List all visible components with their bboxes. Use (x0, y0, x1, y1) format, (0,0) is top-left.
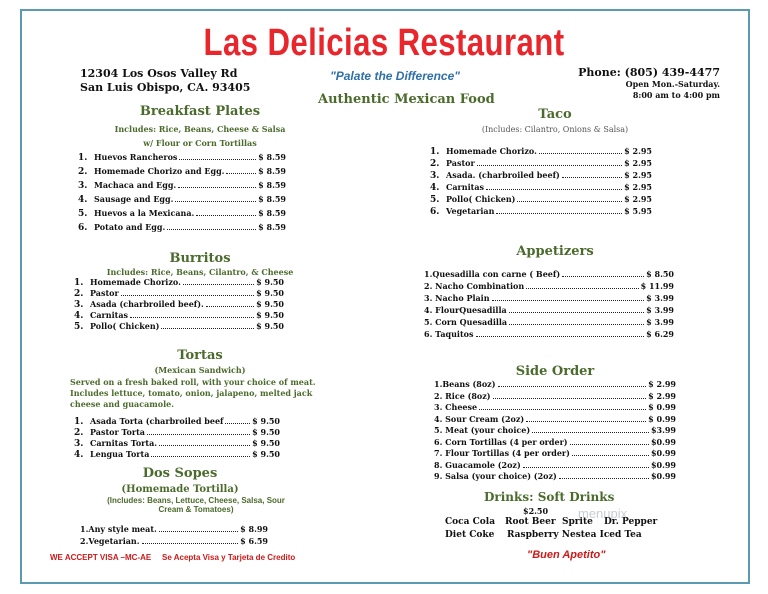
item-price: $ 2.95 (624, 146, 652, 156)
sopes-subtitle: (Homemade Tortilla) (121, 484, 239, 495)
item-name: Vegetarian (446, 206, 495, 216)
item-number: 4. (74, 450, 84, 460)
item-name: 7. Flour Tortillas (4 per order) (434, 448, 570, 458)
list-item (430, 146, 652, 158)
item-price: $ 9.50 (256, 310, 284, 320)
item-price: $ 0.99 (648, 402, 676, 412)
burritos-includes: Includes: Rice, Beans, Cilantro, & Cheese (106, 267, 294, 277)
item-name: Pastor (90, 288, 119, 298)
list-item (80, 524, 268, 536)
item-price: $ 2.99 (648, 379, 676, 389)
item-number: 5. (74, 322, 84, 332)
item-price: $0.99 (650, 471, 676, 481)
item-name: Asada. (charbroiled beef) (446, 170, 560, 180)
item-number: 6. (78, 223, 88, 233)
contact-info (570, 66, 720, 101)
list-item (74, 416, 280, 427)
buen-apetito: "Buen Apetito" (527, 549, 606, 561)
item-number: 4. (74, 311, 84, 321)
item-price: $ 2.95 (624, 182, 652, 192)
item-price: $0.99 (650, 436, 676, 447)
drink-coca-cola: Coca Cola (445, 517, 496, 527)
list-item (74, 427, 280, 438)
list-item (424, 281, 674, 293)
side-order-list (434, 379, 676, 483)
tortas-desc-3: cheese and guacamole. (70, 399, 174, 409)
item-number: 4. (78, 195, 88, 205)
tortas-title: Tortas (177, 348, 223, 363)
burritos-title: Burritos (169, 251, 231, 266)
item-number: 3. (74, 439, 84, 449)
list-item (78, 222, 286, 236)
drink-dr-pepper: Dr. Pepper (604, 517, 658, 527)
watermark: menupix (578, 506, 628, 521)
item-number: 2. (430, 159, 440, 169)
tortas-subtitle: (Mexican Sandwich) (154, 365, 246, 375)
item-price: $ 11.99 (640, 281, 674, 291)
tortas-list (74, 416, 280, 460)
breakfast-title: Breakfast Plates (139, 104, 261, 119)
item-name: Homemade Chorizo. (90, 277, 181, 287)
item-number: 3. (74, 300, 84, 310)
taco-includes: (Includes: Cilantro, Onions & Salsa) (481, 125, 629, 134)
list-item (78, 208, 286, 222)
address-line-2: San Luis Obispo, CA. 93405 (80, 81, 251, 94)
breakfast-includes: Includes: Rice, Beans, Cheese & Salsa (114, 124, 286, 134)
taco-title: Taco (538, 107, 572, 122)
item-price: $ 2.95 (624, 194, 652, 204)
drinks-price: $2.50 (523, 506, 549, 516)
item-price: $ 5.95 (624, 206, 652, 216)
item-price: $ 9.50 (256, 288, 284, 298)
sopes-desc-2: Cream & Tomatoes) (158, 505, 234, 514)
item-price: $ 8.50 (646, 269, 674, 279)
item-number: 1. (78, 153, 88, 163)
item-number: 1. (430, 147, 440, 157)
subtitle: Authentic Mexican Food (318, 92, 495, 107)
list-item (424, 305, 674, 317)
item-name: 3. Nacho Plain (424, 293, 490, 303)
list-item (434, 402, 676, 414)
list-item (430, 158, 652, 170)
item-price: $ 9.50 (256, 321, 284, 331)
tagline: "Palate the Difference" (330, 69, 460, 83)
item-price: $ 8.99 (240, 524, 268, 534)
item-name: 3. Cheese (434, 402, 478, 412)
item-name: Carnitas (446, 182, 485, 192)
burritos-list (74, 277, 284, 332)
item-name: 8. Guacamole (2oz) (434, 459, 521, 470)
appetizers-list (424, 269, 674, 341)
list-item (74, 310, 284, 321)
phone: Phone: (805) 439-4477 (578, 66, 720, 79)
item-name: Carnitas Torta. (90, 438, 158, 448)
item-name: 4. FlourQuesadilla (424, 305, 507, 315)
list-item (434, 379, 676, 391)
item-number: 4. (430, 183, 440, 193)
item-name: 9. Salsa (your choice) (2oz) (434, 471, 557, 481)
list-item (74, 277, 284, 288)
item-price: $ 0.99 (648, 413, 676, 424)
list-item (78, 152, 286, 166)
item-number: 1. (74, 417, 84, 427)
list-item (74, 438, 280, 449)
item-name: Lengua Torta (90, 449, 150, 459)
drink-raspberry-iced-tea: Raspberry Nestea Iced Tea (507, 530, 642, 540)
list-item (78, 180, 286, 194)
item-name: Asada Torta (charbroiled beef (90, 416, 224, 426)
item-number: 3. (78, 181, 88, 191)
cards-accepted-es: Se Acepta Visa y Tarjeta de Credito (162, 553, 296, 562)
list-item (74, 321, 284, 332)
list-item (430, 182, 652, 194)
list-item (430, 194, 652, 206)
list-item (434, 460, 676, 472)
restaurant-title: Las Delicias Restaurant (203, 22, 565, 64)
item-number: 3. (430, 171, 440, 181)
drinks-title: Drinks: Soft Drinks (484, 490, 615, 504)
item-number: 5. (78, 209, 88, 219)
drink-root-beer: Root Beer (505, 517, 556, 527)
hours-days: Open Mon.-Saturday. (625, 79, 720, 89)
item-price: $ 2.95 (624, 170, 652, 180)
list-item (74, 288, 284, 299)
appetizers-title: Appetizers (516, 244, 594, 259)
hours-time: 8:00 am to 4:00 pm (632, 90, 720, 100)
item-name: Vegetarian. (88, 536, 140, 546)
item-price: $ 8.59 (258, 180, 286, 190)
tortas-desc-2: Includes lettuce, tomato, onion, jalapeno, melted jack (70, 388, 313, 398)
item-price: $ 3.99 (646, 317, 674, 327)
list-item (424, 329, 674, 341)
item-price: $ 8.59 (258, 166, 286, 176)
cards-accepted: WE ACCEPT VISA –MC-AE (50, 553, 152, 562)
item-name: 1.Quesadilla con carne ( Beef) (424, 269, 561, 279)
list-item (78, 194, 286, 208)
item-price: $3.99 (650, 425, 676, 435)
list-item (80, 536, 268, 548)
item-name: 6. Corn Tortillas (4 per order) (434, 436, 568, 447)
list-item (430, 206, 652, 218)
item-price: $ 3.99 (646, 293, 674, 303)
list-item (424, 269, 674, 281)
item-name: Homemade Chorizo and Egg. (94, 166, 225, 176)
list-item (434, 448, 676, 460)
item-name: Machaca and Egg. (94, 180, 177, 190)
item-price: $0.99 (650, 459, 676, 470)
item-price: $ 8.59 (258, 152, 286, 162)
item-name: Sausage and Egg. (94, 194, 174, 204)
tortas-desc-1: Served on a fresh baked roll, with your choice of meat. (70, 377, 316, 387)
item-number: 1. (74, 278, 84, 288)
list-item (434, 471, 676, 483)
list-item (424, 317, 674, 329)
item-price: $ 9.50 (252, 427, 280, 437)
item-price: $ 9.50 (256, 277, 284, 287)
item-name: 1.Beans (8oz) (434, 379, 496, 389)
item-number: 5. (430, 195, 440, 205)
item-price: $ 8.59 (258, 208, 286, 218)
item-name: Potato and Egg. (94, 222, 166, 232)
sopes-list (80, 524, 268, 548)
item-price: $ 6.29 (646, 329, 674, 339)
item-number: 2. (78, 167, 88, 177)
item-number: 2. (74, 428, 84, 438)
item-name: 2. Nacho Combination (424, 281, 525, 291)
item-name: Pollo( Chicken) (90, 321, 160, 331)
item-name: 6. Taquitos (424, 329, 474, 339)
item-price: $0.99 (650, 448, 676, 458)
list-item (434, 437, 676, 449)
item-number: 2. (80, 536, 89, 546)
item-name: 2. Rice (8oz) (434, 390, 491, 401)
list-item (434, 425, 676, 437)
item-number: 1. (80, 524, 89, 534)
list-item (424, 293, 674, 305)
item-name: Asada (charbroiled beef). (90, 299, 204, 309)
item-name: Huevos Rancheros (94, 152, 178, 162)
item-name: 5. Corn Quesadilla (424, 317, 508, 327)
item-number: 2. (74, 289, 84, 299)
sopes-title: Dos Sopes (142, 466, 218, 481)
item-name: Pollo( Chicken) (446, 194, 516, 204)
item-name: Carnitas (90, 310, 129, 320)
item-number: 6. (430, 207, 440, 217)
item-price: $ 6.59 (240, 536, 268, 546)
drink-diet-coke: Diet Coke (445, 530, 495, 540)
list-item (74, 449, 280, 460)
item-price: $ 3.99 (646, 305, 674, 315)
list-item (74, 299, 284, 310)
item-name: 4. Sour Cream (2oz) (434, 413, 525, 424)
item-name: Any style meat. (88, 524, 157, 534)
item-name: Pastor Torta (90, 427, 145, 437)
sopes-desc-1: (Includes: Beans, Lettuce, Cheese, Salsa, Sour (107, 496, 285, 505)
item-name: Huevos a la Mexicana. (94, 208, 195, 218)
side-order-title: Side Order (515, 364, 595, 379)
item-price: $ 2.95 (624, 158, 652, 168)
breakfast-tortillas: w/ Flour or Corn Tortillas (143, 138, 257, 148)
item-price: $ 9.50 (256, 299, 284, 309)
item-price: $ 8.59 (258, 194, 286, 204)
item-price: $ 9.50 (252, 416, 280, 426)
list-item (434, 414, 676, 426)
item-price: $ 2.99 (648, 390, 676, 401)
taco-list (430, 146, 652, 218)
item-name: Homemade Chorizo. (446, 146, 537, 156)
item-name: Pastor (446, 158, 475, 168)
item-price: $ 8.59 (258, 222, 286, 232)
list-item (78, 166, 286, 180)
item-price: $ 9.50 (252, 438, 280, 448)
list-item (430, 170, 652, 182)
list-item (434, 391, 676, 403)
address (80, 67, 250, 95)
drink-sprite: Sprite (562, 517, 593, 527)
item-price: $ 9.50 (252, 449, 280, 459)
address-line-1: 12304 Los Osos Valley Rd (80, 67, 238, 80)
item-name: 5. Meat (your choice) (434, 425, 531, 435)
breakfast-list (78, 152, 286, 236)
